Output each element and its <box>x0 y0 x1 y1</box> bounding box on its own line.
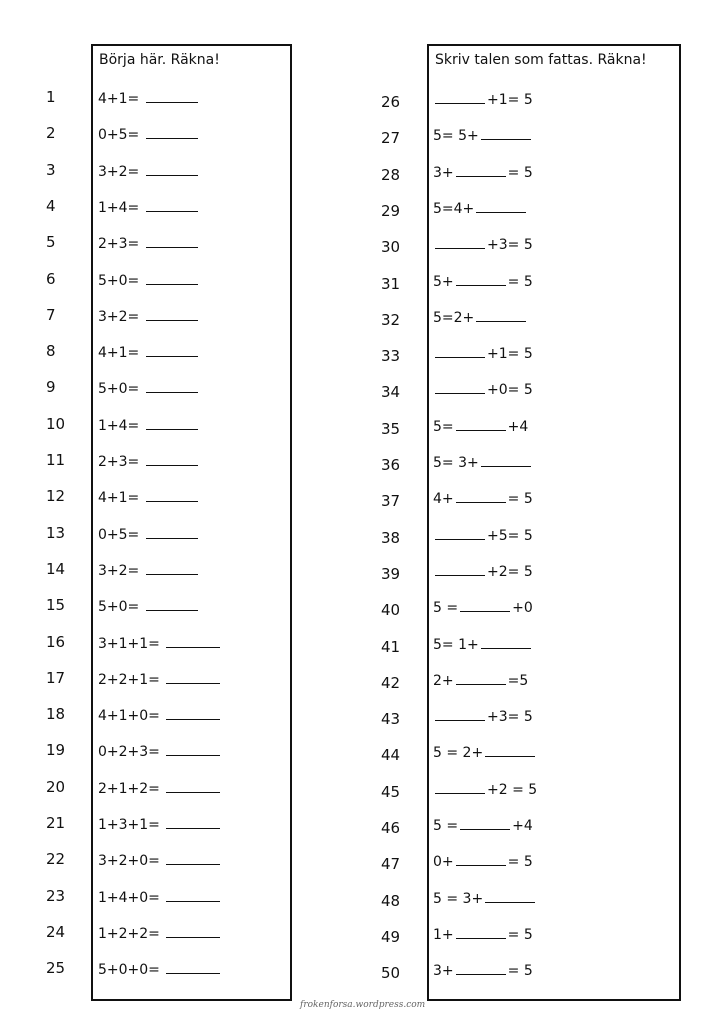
equation-text: 2+3= <box>98 454 140 470</box>
answer-blank[interactable] <box>166 705 220 720</box>
problem-number: 15 <box>46 596 66 615</box>
equation-text: 3+2= <box>98 562 140 579</box>
equation-text: 1+3+1= <box>98 817 160 833</box>
problem-number: 27 <box>381 129 401 148</box>
answer-blank[interactable] <box>456 488 506 503</box>
answer-blank[interactable] <box>456 924 506 939</box>
equation-text: 2+2+1= <box>98 671 160 688</box>
answer-blank[interactable] <box>456 416 506 431</box>
problem-number: 35 <box>381 419 401 438</box>
equation <box>98 197 200 216</box>
equation-before: 1+ <box>433 926 454 943</box>
problem-number: 40 <box>381 601 401 620</box>
equation <box>98 778 222 797</box>
answer-blank[interactable] <box>146 88 198 103</box>
problem-number: 6 <box>46 269 56 288</box>
equation <box>98 669 222 688</box>
equation <box>98 487 200 506</box>
equation <box>433 815 533 834</box>
answer-blank[interactable] <box>435 779 485 794</box>
equation-text: 5+0+0= <box>98 962 160 979</box>
answer-blank[interactable] <box>146 451 198 466</box>
equation <box>433 488 533 507</box>
problem-number: 19 <box>46 741 66 760</box>
equation-before: 5 = <box>433 818 459 834</box>
equation <box>433 198 528 217</box>
equation-text: 4+1+0= <box>98 708 160 725</box>
answer-blank[interactable] <box>146 378 198 393</box>
equation-after: +2= 5 <box>487 563 533 580</box>
equation-text: 1+2+2= <box>98 925 160 942</box>
equation-after: +0= 5 <box>487 382 533 399</box>
equation-text: 0+5= <box>98 526 140 543</box>
problem-number: 5 <box>46 233 56 252</box>
problem-number: 14 <box>46 559 66 578</box>
equation-after: +3= 5 <box>487 709 533 726</box>
equation-before: 5= 3+ <box>433 455 479 471</box>
problem-number: 11 <box>46 451 66 469</box>
problem-number: 21 <box>46 814 66 832</box>
answer-blank[interactable] <box>485 742 535 757</box>
equation <box>98 415 200 434</box>
equation-before: 5 = 3+ <box>433 890 484 907</box>
equation <box>433 888 537 907</box>
equation <box>433 670 528 689</box>
problem-number: 16 <box>46 632 66 651</box>
equation-text: 1+4+0= <box>98 889 160 906</box>
equation <box>98 560 200 579</box>
problem-number: 29 <box>381 201 401 220</box>
problem-number: 50 <box>381 964 401 983</box>
equation-text: 1+4= <box>98 199 140 216</box>
equation <box>433 634 533 653</box>
equation-text: 4+1= <box>98 91 140 107</box>
problem-number: 7 <box>46 305 56 324</box>
problem-number: 18 <box>46 705 66 724</box>
answer-blank[interactable] <box>146 415 198 430</box>
equation <box>98 233 200 252</box>
equation-after: +4 <box>507 418 529 435</box>
answer-blank[interactable] <box>460 815 510 830</box>
answer-blank[interactable] <box>146 233 198 248</box>
answer-blank[interactable] <box>435 525 485 540</box>
equation <box>98 161 200 180</box>
equation-text: 1+4= <box>98 417 140 434</box>
answer-blank[interactable] <box>476 307 526 322</box>
equation <box>98 124 200 143</box>
equation <box>98 923 222 942</box>
equation <box>433 525 533 544</box>
problem-number: 13 <box>46 523 66 542</box>
equation-before: 5= <box>433 418 454 435</box>
equation <box>433 271 533 290</box>
equation <box>98 306 200 325</box>
equation <box>433 851 533 870</box>
answer-blank[interactable] <box>166 669 220 684</box>
problem-number: 42 <box>381 673 401 692</box>
equation-before: 4+ <box>433 491 454 508</box>
equation-after: = 5 <box>507 273 533 290</box>
answer-blank[interactable] <box>476 198 526 213</box>
problem-number: 12 <box>46 487 66 506</box>
problem-number: 37 <box>381 492 401 511</box>
equation-after: +4 <box>512 818 533 834</box>
answer-blank[interactable] <box>146 124 198 139</box>
problem-number: 43 <box>381 710 401 729</box>
equation-before: 5 = <box>433 600 459 617</box>
equation-text: 3+2+0= <box>98 853 160 870</box>
answer-blank[interactable] <box>146 270 198 285</box>
problem-number: 38 <box>381 528 401 547</box>
answer-blank[interactable] <box>456 271 506 286</box>
problem-number: 45 <box>381 782 401 801</box>
equation <box>433 379 533 398</box>
equation <box>433 706 533 725</box>
equation-before: 5=2+ <box>433 309 475 326</box>
answer-blank[interactable] <box>166 778 220 793</box>
problem-number: 30 <box>381 238 401 257</box>
answer-blank[interactable] <box>146 306 198 321</box>
equation <box>98 814 222 833</box>
problem-number: 20 <box>46 777 66 796</box>
equation-after: = 5 <box>507 491 533 508</box>
problem-number: 23 <box>46 886 66 905</box>
problem-number: 46 <box>381 819 401 837</box>
problem-number: 9 <box>46 378 56 397</box>
equation <box>98 741 222 760</box>
equation-before: 3+ <box>433 963 454 980</box>
equation-text: 5+0= <box>98 272 140 289</box>
equation <box>433 924 533 943</box>
problem-number: 49 <box>381 927 401 946</box>
equation-text: 5+0= <box>98 381 140 398</box>
equation-text: 2+1+2= <box>98 780 160 797</box>
equation <box>433 960 533 979</box>
right-box-title: Skriv talen som fattas. Räkna! <box>435 52 647 68</box>
equation <box>98 596 200 615</box>
equation <box>433 416 528 435</box>
answer-blank[interactable] <box>146 161 198 176</box>
equation-after: = 5 <box>507 926 533 943</box>
equation <box>98 959 222 978</box>
equation-text: 0+2+3= <box>98 744 160 761</box>
equation-text: 3+2= <box>98 163 140 180</box>
problem-number: 1 <box>46 88 56 106</box>
equation-after: +2 = 5 <box>487 781 538 798</box>
equation-text: 3+1+1= <box>98 635 160 652</box>
equation-text: 4+1= <box>98 345 140 362</box>
problem-number: 41 <box>381 637 401 656</box>
footer-credit: frokenforsa.wordpress.com <box>300 1000 426 1010</box>
answer-blank[interactable] <box>166 633 220 648</box>
answer-blank[interactable] <box>435 89 485 104</box>
problem-number: 28 <box>381 165 401 184</box>
problem-number: 33 <box>381 347 401 366</box>
equation <box>433 742 537 761</box>
problem-number: 26 <box>381 93 401 111</box>
problem-number: 32 <box>381 310 401 329</box>
equation-before: 2+ <box>433 672 454 689</box>
equation <box>98 270 200 289</box>
equation <box>433 779 537 798</box>
left-box-title: Börja här. Räkna! <box>99 52 220 68</box>
problem-number: 39 <box>381 564 401 583</box>
answer-blank[interactable] <box>456 670 506 685</box>
answer-blank[interactable] <box>146 197 198 212</box>
answer-blank[interactable] <box>166 887 220 902</box>
answer-blank[interactable] <box>435 561 485 576</box>
problem-number: 31 <box>381 274 401 293</box>
problem-number: 48 <box>381 891 401 910</box>
answer-blank[interactable] <box>166 959 220 974</box>
equation-text: 3+2= <box>98 308 140 325</box>
equation-after: +1= 5 <box>487 92 533 108</box>
answer-blank[interactable] <box>435 379 485 394</box>
equation <box>433 597 533 616</box>
equation-text: 2+3= <box>98 236 140 253</box>
equation-before: 5 = 2+ <box>433 745 484 762</box>
answer-blank[interactable] <box>456 960 506 975</box>
equation <box>433 125 533 144</box>
problem-number: 4 <box>46 196 56 215</box>
equation <box>98 850 222 869</box>
equation-text: 0+5= <box>98 127 140 144</box>
answer-blank[interactable] <box>456 162 506 177</box>
equation-text: 4+1= <box>98 490 140 507</box>
equation-before: 5+ <box>433 273 454 290</box>
problem-number: 8 <box>46 342 56 361</box>
equation <box>98 705 222 724</box>
problem-number: 44 <box>381 746 401 765</box>
problem-number: 24 <box>46 922 66 941</box>
equation-after: = 5 <box>507 963 533 980</box>
answer-blank[interactable] <box>146 487 198 502</box>
answer-blank[interactable] <box>166 923 220 938</box>
problem-number: 2 <box>46 124 56 143</box>
equation <box>98 887 222 906</box>
answer-blank[interactable] <box>166 850 220 865</box>
answer-blank[interactable] <box>166 814 220 829</box>
answer-blank[interactable] <box>146 342 198 357</box>
equation-after: +5= 5 <box>487 527 533 544</box>
equation <box>98 378 200 397</box>
answer-blank[interactable] <box>485 888 535 903</box>
equation <box>433 307 528 326</box>
equation-before: 5=4+ <box>433 200 475 217</box>
equation <box>98 451 200 470</box>
answer-blank[interactable] <box>146 596 198 611</box>
answer-blank[interactable] <box>481 634 531 649</box>
problem-number: 17 <box>46 668 66 687</box>
answer-blank[interactable] <box>435 234 485 249</box>
answer-blank[interactable] <box>456 851 506 866</box>
equation-before: 5= 5+ <box>433 128 479 145</box>
answer-blank[interactable] <box>146 560 198 575</box>
equation-before: 5= 1+ <box>433 636 479 653</box>
answer-blank[interactable] <box>435 706 485 721</box>
problem-number: 3 <box>46 160 56 179</box>
equation <box>98 524 200 543</box>
equation-after: = 5 <box>507 164 533 181</box>
answer-blank[interactable] <box>481 452 531 467</box>
equation-before: 3+ <box>433 164 454 181</box>
equation <box>98 342 200 361</box>
equation-text: 5+0= <box>98 599 140 616</box>
equation <box>433 452 533 471</box>
equation-before: 0+ <box>433 854 454 871</box>
answer-blank[interactable] <box>166 741 220 756</box>
problem-number: 47 <box>381 855 401 874</box>
equation-after: +0 <box>512 600 533 617</box>
equation-after: +1= 5 <box>487 346 533 363</box>
equation <box>433 343 533 362</box>
equation <box>433 89 533 108</box>
equation <box>98 633 222 652</box>
equation <box>433 234 533 253</box>
answer-blank[interactable] <box>481 125 531 140</box>
equation <box>433 561 533 580</box>
equation-after: +3= 5 <box>487 237 533 254</box>
problem-number: 22 <box>46 850 66 869</box>
answer-blank[interactable] <box>460 597 510 612</box>
equation-after: =5 <box>507 672 529 689</box>
equation <box>433 162 533 181</box>
equation-after: = 5 <box>507 854 533 871</box>
problem-number: 36 <box>381 456 401 474</box>
problem-number: 10 <box>46 414 66 433</box>
problem-number: 34 <box>381 383 401 402</box>
answer-blank[interactable] <box>146 524 198 539</box>
problem-number: 25 <box>46 959 66 978</box>
equation <box>98 88 200 107</box>
answer-blank[interactable] <box>435 343 485 358</box>
